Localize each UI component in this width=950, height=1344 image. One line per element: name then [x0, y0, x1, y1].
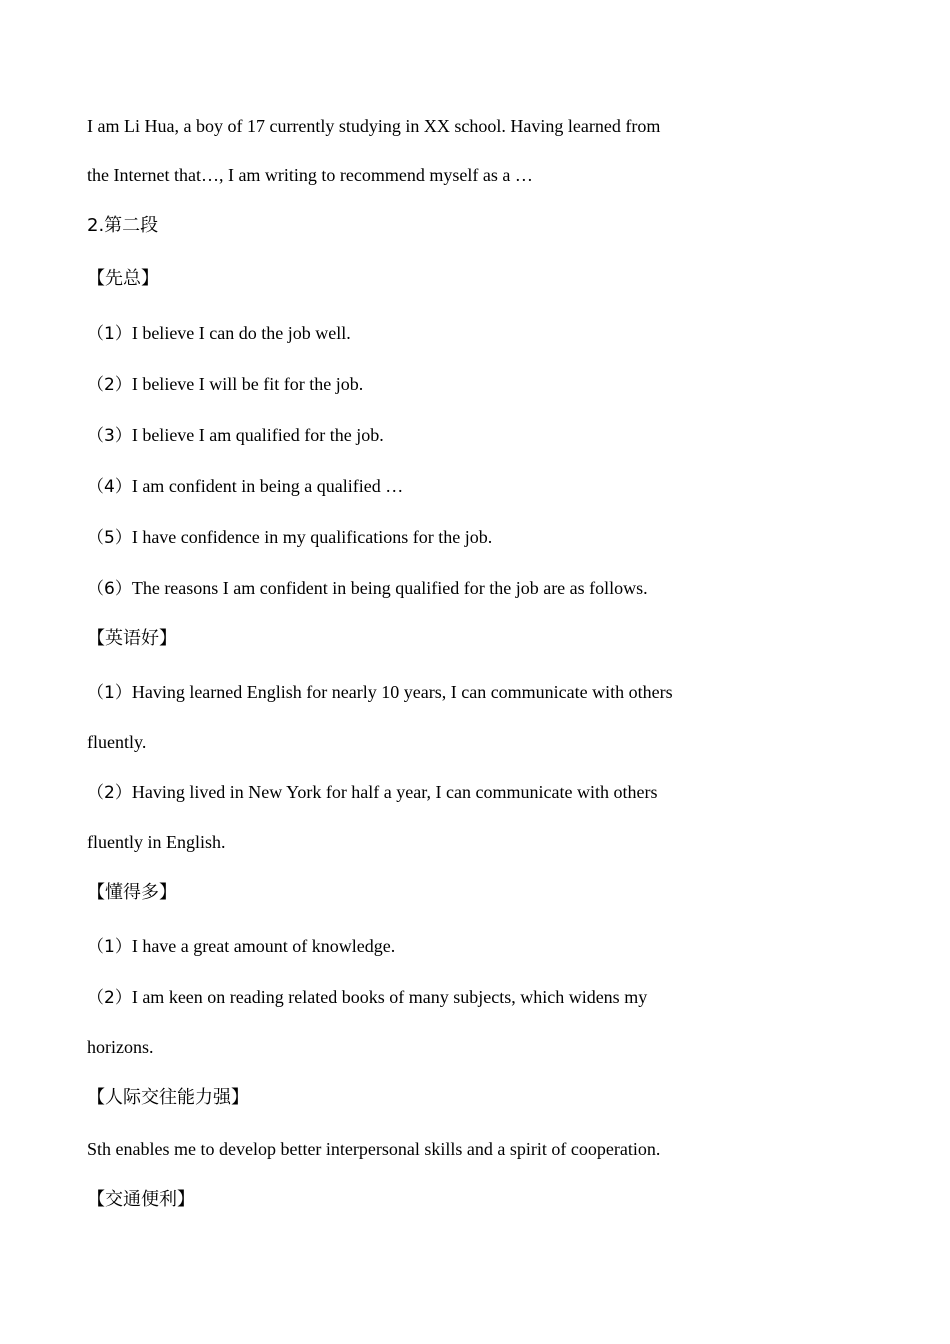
item-text: Having learned English for nearly 10 years, I can communicate with others	[131, 682, 673, 702]
item-text: I believe I can do the job well.	[131, 323, 351, 343]
item-text: I am keen on reading related books of many subjects, which widens my	[131, 987, 648, 1007]
heading-english: 【英语好】	[87, 628, 177, 649]
heading-general: 【先总】	[87, 268, 159, 289]
item-text: I have a great amount of knowledge.	[131, 936, 396, 956]
item-text: Having lived in New York for half a year, I can communicate with others	[131, 782, 658, 802]
heading-transport: 【交通便利】	[87, 1189, 195, 1210]
list-item	[87, 423, 384, 448]
intro-line-1: I am Li Hua, a boy of 17 currently studying in XX school. Having learned from	[87, 116, 661, 136]
item-number: （3）	[87, 426, 132, 446]
section-title: 2.第二段	[87, 215, 159, 236]
item-number: （1）	[87, 683, 132, 703]
list-item-continuation: fluently in English.	[87, 832, 226, 852]
item-text: I have confidence in my qualifications for the job.	[131, 527, 493, 547]
item-number: （2）	[87, 375, 132, 395]
item-number: （6）	[87, 579, 132, 599]
item-text: The reasons I am confident in being qualified for the job are as follows.	[131, 578, 648, 598]
list-item	[87, 780, 657, 805]
item-number: （1）	[87, 324, 132, 344]
list-item	[87, 321, 351, 346]
list-item	[87, 985, 647, 1010]
list-item-continuation: fluently.	[87, 732, 147, 752]
list-item	[87, 525, 492, 550]
item-number: （2）	[87, 783, 132, 803]
list-item	[87, 680, 673, 705]
item-text: I am confident in being a qualified …	[131, 476, 404, 496]
list-item	[87, 934, 395, 959]
item-number: （5）	[87, 528, 132, 548]
interpersonal-text: Sth enables me to develop better interpersonal skills and a spirit of cooperation.	[87, 1139, 661, 1159]
list-item-continuation: horizons.	[87, 1037, 154, 1057]
list-item	[87, 372, 363, 397]
item-text: I believe I will be fit for the job.	[131, 374, 364, 394]
heading-knowledge: 【懂得多】	[87, 882, 177, 903]
list-item	[87, 576, 648, 601]
item-number: （2）	[87, 988, 132, 1008]
intro-line-2: the Internet that…, I am writing to recommend myself as a …	[87, 165, 533, 185]
heading-interpersonal: 【人际交往能力强】	[87, 1087, 249, 1108]
list-item	[87, 474, 403, 499]
item-number: （4）	[87, 477, 132, 497]
item-text: I believe I am qualified for the job.	[131, 425, 384, 445]
item-number: （1）	[87, 937, 132, 957]
